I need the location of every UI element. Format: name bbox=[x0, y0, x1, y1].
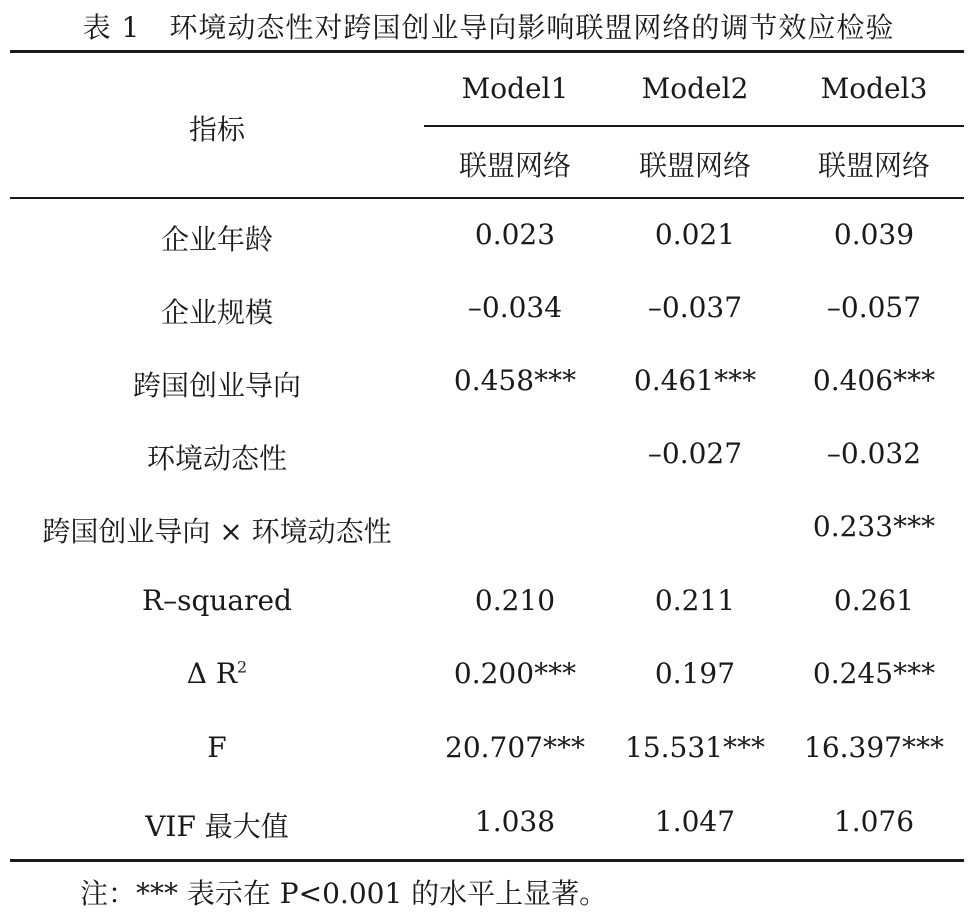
indicator-header: 指标 bbox=[188, 113, 245, 146]
row-label: F bbox=[207, 731, 227, 764]
superscript: 2 bbox=[237, 657, 248, 677]
row-label: 跨国创业导向 bbox=[132, 369, 301, 402]
table-row bbox=[0, 364, 977, 404]
row-value: 0.023 bbox=[474, 218, 556, 251]
table-row bbox=[0, 805, 977, 845]
bottom-rule bbox=[10, 859, 964, 862]
row-value: 1.076 bbox=[833, 805, 915, 838]
row-value: –0.037 bbox=[647, 291, 743, 324]
row-value: 0.021 bbox=[654, 218, 736, 251]
row-label-text: Δ R bbox=[186, 657, 237, 690]
header-rule bbox=[10, 197, 964, 199]
row-value: 0.458*** bbox=[453, 364, 577, 397]
row-value: 0.039 bbox=[833, 218, 915, 251]
row-value: –0.034 bbox=[467, 291, 563, 324]
row-value: 0.210 bbox=[474, 584, 556, 617]
model-header: Model2 bbox=[641, 72, 749, 105]
table-row bbox=[0, 218, 977, 258]
model-header: Model1 bbox=[461, 72, 569, 105]
row-value: 0.406*** bbox=[812, 364, 936, 397]
row-label: R–squared bbox=[142, 584, 292, 617]
row-value: 15.531*** bbox=[625, 731, 765, 764]
row-value: 1.047 bbox=[654, 805, 736, 838]
table-row bbox=[0, 291, 977, 331]
table-row bbox=[0, 584, 977, 624]
row-label: VIF 最大值 bbox=[145, 810, 289, 843]
dependent-var-header: 联盟网络 bbox=[638, 149, 751, 182]
row-value: 0.461*** bbox=[633, 364, 757, 397]
row-value: 0.197 bbox=[654, 657, 736, 690]
table-row bbox=[0, 437, 977, 477]
row-value: 0.233*** bbox=[812, 510, 936, 543]
row-label: 跨国创业导向 × 环境动态性 bbox=[42, 515, 392, 548]
row-label: 企业规模 bbox=[160, 296, 273, 329]
row-value: 0.245*** bbox=[812, 657, 936, 690]
row-value: 0.211 bbox=[654, 584, 736, 617]
top-rule bbox=[10, 50, 964, 53]
table-title: 表 1 环境动态性对跨国创业导向影响联盟网络的调节效应检验 bbox=[82, 11, 895, 44]
row-value: –0.027 bbox=[647, 437, 743, 470]
table-row bbox=[0, 657, 977, 697]
table-row bbox=[0, 731, 977, 771]
row-value: 16.397*** bbox=[804, 731, 944, 764]
row-value: 20.707*** bbox=[445, 731, 585, 764]
row-label: 环境动态性 bbox=[146, 442, 287, 475]
table-row bbox=[0, 510, 977, 550]
table-note: 注：*** 表示在 P<0.001 的水平上显著。 bbox=[80, 877, 608, 910]
header-sub-rule bbox=[424, 125, 964, 127]
model-header: Model3 bbox=[820, 72, 928, 105]
row-value: –0.032 bbox=[826, 437, 922, 470]
row-value: –0.057 bbox=[826, 291, 922, 324]
row-label bbox=[10, 657, 424, 690]
dependent-var-header: 联盟网络 bbox=[458, 149, 571, 182]
row-value: 1.038 bbox=[474, 805, 556, 838]
row-value: 0.261 bbox=[833, 584, 915, 617]
row-value: 0.200*** bbox=[453, 657, 577, 690]
row-label: 企业年龄 bbox=[160, 223, 273, 256]
dependent-var-header: 联盟网络 bbox=[817, 149, 930, 182]
